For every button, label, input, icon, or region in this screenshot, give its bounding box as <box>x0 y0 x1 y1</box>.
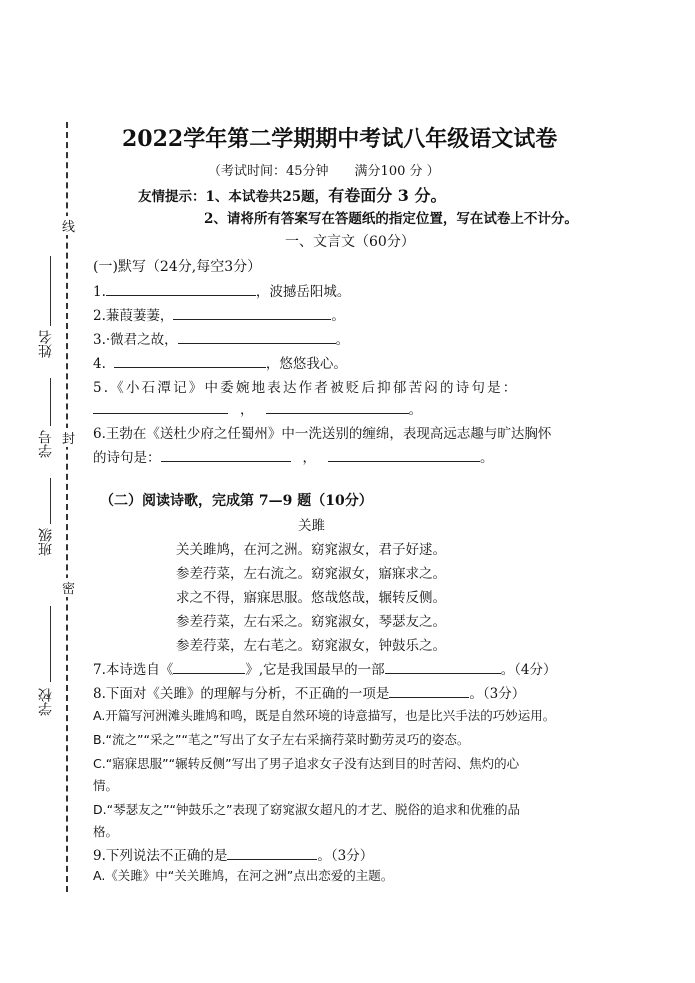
question-6: 6.王勃在《送杜少府之任蜀州》中一洗送别的缠绵，表现高远志趣与旷达胸怀 <box>93 426 552 442</box>
q9-blank[interactable] <box>227 846 317 860</box>
question-4 <box>93 352 347 372</box>
q5-blank-1[interactable] <box>93 400 228 414</box>
q7-text-a: 7.本诗选自《 <box>93 662 174 678</box>
question-9 <box>93 844 373 864</box>
section-1-title: 一、文言文（60分） <box>285 234 415 250</box>
class-field-line[interactable] <box>50 478 51 524</box>
q7-text-b: 》,它是我国最早的一部 <box>245 662 385 678</box>
q8-option-d: D.“琴瑟友之”“钟鼓乐之”表现了窈窕淑女超凡的才艺、脱俗的追求和优雅的品 <box>93 802 521 817</box>
q5-comma: ， <box>240 402 254 418</box>
q6-comma: ， <box>302 450 316 466</box>
part-2-title: （二）阅读诗歌，完成第 7—9 题（10分） <box>100 493 373 509</box>
q8-option-c: C.“寤寐思服”“辗转反侧”写出了男子追求女子没有达到目的时苦闷、焦灼的心 <box>93 756 520 771</box>
tip-1-emphasis: 有卷面分 3 分。 <box>328 186 447 205</box>
question-6-answers <box>93 446 494 466</box>
q2-text: 2.蒹葭萋萋， <box>93 308 174 324</box>
poem-line: 参差荇菜，左右流之。窈窕淑女，寤寐求之。 <box>176 566 446 582</box>
q3-blank[interactable] <box>178 330 336 344</box>
question-1 <box>93 280 350 300</box>
name-field-line[interactable] <box>50 256 51 326</box>
q8-option-c-cont: 情。 <box>93 778 119 793</box>
q1-blank[interactable] <box>106 282 256 296</box>
class-label: 班级 <box>38 528 54 556</box>
q9-end: 。（3分） <box>317 848 374 864</box>
q5-blank-2[interactable] <box>266 400 409 414</box>
q6-text-2: 的诗句是： <box>93 450 161 466</box>
poem-line: 求之不得，寤寐思服。悠哉悠哉，辗转反侧。 <box>176 590 446 606</box>
q4-number: 4. <box>93 356 106 372</box>
q8-option-d-cont: 格。 <box>93 824 119 839</box>
name-label: 姓名 <box>38 330 54 358</box>
student-no-field-line[interactable] <box>50 378 51 426</box>
q7-blank-2[interactable] <box>385 660 501 674</box>
part-1-title: (一)默写（24分,每空3分） <box>93 259 262 275</box>
question-7 <box>93 658 557 678</box>
q9-option-a: A.《关雎》中“关关雎鸠，在河之洲”点出恋爱的主题。 <box>93 868 394 883</box>
page-title: 2022学年第二学期期中考试八年级语文试卷 <box>122 126 558 152</box>
q6-blank-1[interactable] <box>161 448 291 462</box>
q1-number: 1. <box>93 284 106 300</box>
question-8 <box>93 682 525 702</box>
poem-title: 关雎 <box>298 518 325 534</box>
question-2 <box>93 304 345 324</box>
binding-seal-char: 封 <box>62 428 75 447</box>
q9-text: 9.下列说法不正确的是 <box>93 848 228 864</box>
q5-end: 。 <box>408 402 422 418</box>
q8-option-a: A.开篇写河洲滩头雎鸠和鸣，既是自然环境的诗意描写，也是比兴手法的巧妙运用。 <box>93 708 556 723</box>
poem-line: 参差荇菜，左右芼之。窈窕淑女，钟鼓乐之。 <box>176 638 446 654</box>
q7-blank-1[interactable] <box>173 660 245 674</box>
binding-dense-char: 密 <box>62 578 75 597</box>
q8-blank[interactable] <box>389 684 469 698</box>
student-no-label: 学号 <box>38 430 54 458</box>
question-3 <box>93 328 349 348</box>
q6-end: 。 <box>480 450 494 466</box>
q4-text: ，悠悠我心。 <box>265 356 347 372</box>
q2-blank[interactable] <box>173 306 331 320</box>
q8-option-b: B.“流之”“采之”“芼之”写出了女子左右采摘荇菜时勤劳灵巧的姿态。 <box>93 732 470 747</box>
binding-line-char: 线 <box>62 216 75 235</box>
q7-text-c: 。（4分） <box>500 662 557 678</box>
school-field-line[interactable] <box>50 606 51 682</box>
q1-text: ，波撼岳阳城。 <box>255 284 351 300</box>
q3-end: 。 <box>335 332 350 348</box>
poem-line: 关关雎鸠，在河之洲。窈窕淑女，君子好逑。 <box>176 542 446 558</box>
q8-end: 。（3分） <box>469 686 526 702</box>
tip-1-text: 友情提示：1、本试卷共25题， <box>138 189 329 205</box>
question-5-answers <box>93 398 422 418</box>
tip-line-2: 2、请将所有答案写在答题纸的指定位置，写在试卷上不计分。 <box>204 211 578 227</box>
q8-text: 8.下面对《关雎》的理解与分析，不正确的一项是 <box>93 686 390 702</box>
question-5: 5.《小石潭记》中委婉地表达作者被贬后抑郁苦闷的诗句是： <box>93 380 519 396</box>
q2-end: 。 <box>331 308 345 324</box>
school-label: 学校 <box>38 688 54 716</box>
tip-line-1 <box>138 183 446 206</box>
q3-text: 3.·微君之故， <box>93 332 178 348</box>
q4-blank[interactable] <box>114 354 266 368</box>
poem-line: 参差荇菜，左右采之。窈窕淑女，琴瑟友之。 <box>176 614 446 630</box>
binding-dashed-line <box>66 122 68 892</box>
q6-blank-2[interactable] <box>328 448 480 462</box>
exam-info: （考试时间：45分钟 满分100 分 ） <box>208 164 440 179</box>
